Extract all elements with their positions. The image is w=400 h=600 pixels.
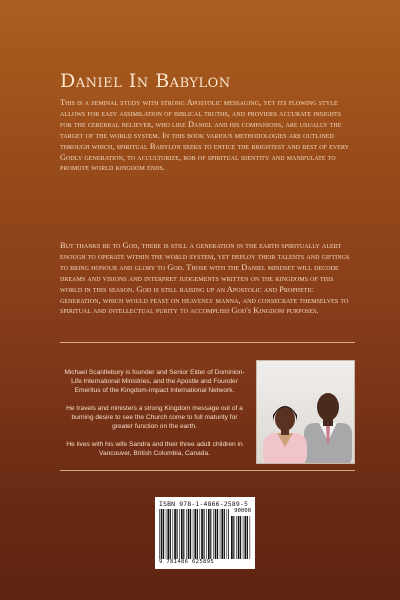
barcode-digits: 9 781486 625895 bbox=[159, 559, 215, 565]
barcode-bar bbox=[245, 516, 247, 559]
barcode-bar bbox=[159, 509, 160, 559]
barcode-bar bbox=[231, 516, 233, 559]
divider-top bbox=[60, 342, 355, 343]
barcode-bar bbox=[217, 509, 218, 559]
barcode-bar bbox=[204, 509, 205, 559]
barcode-bar bbox=[213, 509, 214, 559]
barcode-bar bbox=[233, 516, 234, 559]
barcode-bar bbox=[236, 516, 237, 559]
book-title: Daniel In Babylon bbox=[60, 70, 231, 92]
isbn-barcode bbox=[155, 497, 255, 569]
barcode-bar bbox=[247, 516, 248, 559]
author-bio-1: Michael Scantlebury is founder and Senior Elder of Dominion-Life International Ministries, and the Apostle and Founder Emeritus of the Kingdom-impact International Network. bbox=[64, 369, 245, 394]
barcode-bar bbox=[210, 509, 211, 559]
barcode-bar bbox=[190, 509, 191, 559]
barcode-bar bbox=[193, 509, 194, 559]
barcode-addon-bars bbox=[231, 516, 251, 559]
barcode-bar bbox=[208, 509, 210, 559]
barcode-bar bbox=[179, 509, 180, 559]
description-paragraph-2: But thanks be to God, there is still a generation in the earth spiritually alert enough to operate within the world system, yet deploy their talents and giftings to bring honour and glory to God. Those with the Daniel mindset will decode dreams and visions and interpret judgements written on the kingdoms of this world in this season. God is still raising up an Apostolic and Prophetic generation, which would feast on heavenly manna, and consecrate themselves to spiritual and intellectual purity to accomplish God's Kingdom purposes. bbox=[60, 241, 350, 316]
barcode-bar bbox=[174, 509, 176, 559]
barcode-bar bbox=[186, 509, 187, 559]
barcode-bar bbox=[161, 509, 163, 559]
barcode-bar bbox=[188, 509, 190, 559]
isbn-addon: 90000 bbox=[234, 508, 251, 514]
description-paragraph-1: This is a seminal study with strong Apostolic messaging, yet its flowing style allows for easy assimilation of biblical truths, and provides accurate insights for the cerebral believer, who like Daniel and his companions, are usually the target of the world system. In this book various methodologies are outlined through which, spiritual Babylon seeks to entice the brightest and best of every Godly generation, to acculturize, rob of spiritual identity and manipulate to promote world kingdom ends. bbox=[60, 98, 350, 173]
barcode-bar bbox=[177, 509, 178, 559]
divider-bottom bbox=[60, 470, 355, 471]
barcode-bar bbox=[167, 509, 169, 559]
barcode-bar bbox=[227, 509, 228, 559]
barcode-bar bbox=[220, 509, 221, 559]
barcode-bar bbox=[181, 509, 183, 559]
barcode-bar bbox=[173, 509, 174, 559]
barcode-bar bbox=[221, 509, 223, 559]
barcode-bar bbox=[206, 509, 207, 559]
barcode-bar bbox=[228, 509, 229, 559]
barcode-bar bbox=[170, 509, 171, 559]
barcode-bar bbox=[238, 516, 240, 559]
barcode-bar bbox=[250, 516, 251, 559]
author-photo bbox=[256, 360, 355, 464]
barcode-bar bbox=[194, 509, 196, 559]
barcode-bar bbox=[201, 509, 203, 559]
isbn-text: ISBN 978-1-4866-2589-5 bbox=[159, 500, 249, 508]
barcode-bar bbox=[243, 516, 244, 559]
barcode-bar bbox=[224, 509, 225, 559]
barcode-bar bbox=[163, 509, 164, 559]
author-photo-illustration bbox=[257, 361, 355, 464]
author-bio-2: He travels and ministers a strong Kingdom message out of a burning desire to see the Church come to full maturity for greater function on the earth. bbox=[66, 405, 243, 430]
barcode-bar bbox=[215, 509, 217, 559]
barcode-bars bbox=[159, 509, 229, 559]
author-bio-3: He lives with his wife Sandra and their three adult children in Vancouver, British Columbia, Canada. bbox=[66, 441, 243, 457]
barcode-bar bbox=[197, 509, 198, 559]
barcode-bar bbox=[240, 516, 241, 559]
barcode-bar bbox=[183, 509, 184, 559]
barcode-bar bbox=[200, 509, 201, 559]
barcode-bar bbox=[166, 509, 167, 559]
